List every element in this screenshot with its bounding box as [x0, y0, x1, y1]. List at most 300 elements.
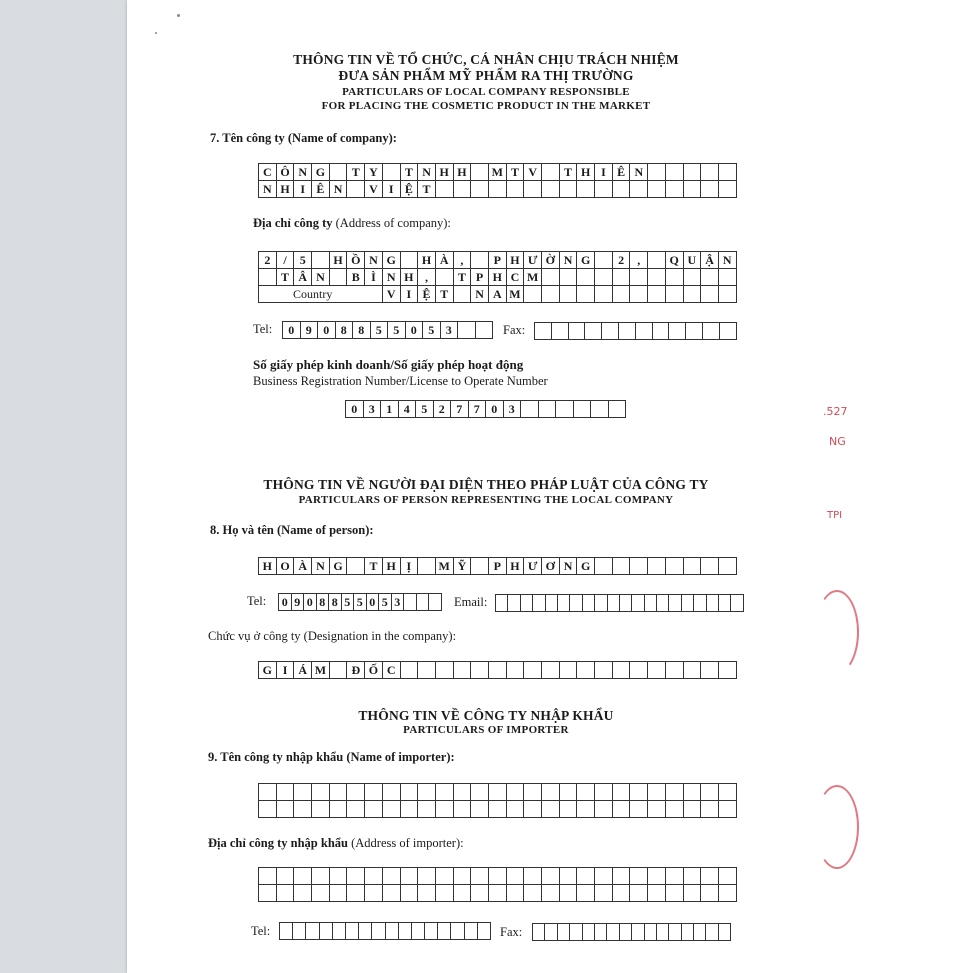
char-box[interactable] [259, 801, 277, 818]
char-box[interactable] [686, 323, 703, 340]
char-box[interactable] [489, 181, 507, 198]
char-box[interactable] [306, 923, 319, 940]
char-box[interactable] [560, 801, 578, 818]
char-box[interactable] [294, 868, 312, 885]
char-box[interactable] [657, 595, 669, 612]
char-box[interactable] [417, 594, 430, 611]
char-box[interactable] [613, 784, 631, 801]
char-box[interactable] [436, 801, 454, 818]
char-box[interactable] [645, 595, 657, 612]
char-box[interactable] [347, 558, 365, 575]
char-box[interactable] [701, 164, 719, 181]
char-box[interactable] [666, 164, 684, 181]
char-box[interactable]: N [471, 286, 489, 303]
char-box[interactable]: Ị [401, 558, 419, 575]
char-box[interactable] [645, 924, 657, 941]
char-box[interactable] [560, 784, 578, 801]
char-box[interactable] [489, 801, 507, 818]
char-box[interactable]: G [383, 252, 401, 269]
char-box[interactable]: 5 [342, 594, 355, 611]
char-box[interactable]: H [418, 252, 436, 269]
char-box[interactable] [666, 558, 684, 575]
char-box[interactable] [542, 286, 560, 303]
char-box[interactable]: N [383, 269, 401, 286]
char-box[interactable] [558, 595, 570, 612]
char-box[interactable]: Ỹ [454, 558, 472, 575]
char-box[interactable] [451, 923, 464, 940]
char-box[interactable] [533, 595, 545, 612]
char-box[interactable] [436, 269, 454, 286]
person-name-grid[interactable] [258, 557, 737, 575]
char-box[interactable]: N [560, 558, 578, 575]
char-box[interactable] [613, 868, 631, 885]
char-box[interactable] [259, 269, 277, 286]
char-box[interactable]: 1 [381, 401, 399, 418]
char-box[interactable] [521, 401, 539, 418]
char-box[interactable] [454, 181, 472, 198]
char-box[interactable]: 7 [469, 401, 487, 418]
char-box[interactable]: G [577, 252, 595, 269]
char-box[interactable] [613, 181, 631, 198]
char-box[interactable] [591, 401, 609, 418]
char-box[interactable] [418, 885, 436, 902]
char-box[interactable]: Ố [365, 662, 383, 679]
char-box[interactable] [701, 662, 719, 679]
char-box[interactable] [401, 885, 419, 902]
char-box[interactable]: B [347, 269, 365, 286]
char-box[interactable] [630, 801, 648, 818]
char-box[interactable] [330, 662, 348, 679]
char-box[interactable] [574, 401, 592, 418]
char-box[interactable]: H [577, 164, 595, 181]
char-box[interactable]: O [277, 558, 295, 575]
char-box[interactable]: 9 [292, 594, 305, 611]
char-box[interactable] [359, 923, 372, 940]
char-box[interactable]: 5 [388, 322, 406, 339]
char-box[interactable]: T [560, 164, 578, 181]
char-box[interactable] [706, 924, 718, 941]
char-box[interactable] [418, 868, 436, 885]
char-box[interactable]: G [330, 558, 348, 575]
char-box[interactable] [719, 885, 737, 902]
char-box[interactable] [542, 784, 560, 801]
char-box[interactable]: M [436, 558, 454, 575]
char-box[interactable] [669, 595, 681, 612]
char-box[interactable] [648, 269, 666, 286]
char-box[interactable] [312, 885, 330, 902]
char-box[interactable]: H [259, 558, 277, 575]
char-box[interactable] [609, 401, 627, 418]
char-box[interactable] [521, 595, 533, 612]
char-box[interactable]: 5 [294, 252, 312, 269]
char-box[interactable] [719, 269, 737, 286]
char-box[interactable] [556, 401, 574, 418]
char-box[interactable] [507, 784, 525, 801]
char-box[interactable] [425, 923, 438, 940]
char-box[interactable] [719, 558, 737, 575]
char-box[interactable] [454, 801, 472, 818]
char-box[interactable]: 0 [283, 322, 301, 339]
char-box[interactable] [524, 801, 542, 818]
char-box[interactable]: 3 [392, 594, 405, 611]
char-box[interactable]: N [560, 252, 578, 269]
char-box[interactable]: 0 [279, 594, 292, 611]
char-box[interactable] [330, 801, 348, 818]
char-box[interactable] [438, 923, 451, 940]
char-box[interactable] [684, 286, 702, 303]
char-box[interactable]: 7 [451, 401, 469, 418]
char-box[interactable]: 0 [406, 322, 424, 339]
char-box[interactable]: Â [294, 269, 312, 286]
char-box[interactable] [613, 558, 631, 575]
char-box[interactable] [465, 923, 478, 940]
char-box[interactable] [478, 923, 491, 940]
char-box[interactable]: V [365, 181, 383, 198]
importer-name-grid[interactable] [258, 783, 737, 818]
char-box[interactable] [293, 923, 306, 940]
char-box[interactable] [720, 323, 737, 340]
char-box[interactable] [330, 868, 348, 885]
char-box[interactable] [280, 923, 293, 940]
char-box[interactable] [471, 784, 489, 801]
char-box[interactable] [507, 662, 525, 679]
char-box[interactable] [583, 924, 595, 941]
char-box[interactable]: 5 [379, 594, 392, 611]
char-box[interactable] [436, 784, 454, 801]
char-box[interactable] [542, 269, 560, 286]
char-box[interactable] [630, 269, 648, 286]
char-box[interactable] [570, 924, 582, 941]
char-box[interactable]: T [347, 164, 365, 181]
char-box[interactable] [684, 164, 702, 181]
char-box[interactable]: T [507, 164, 525, 181]
char-box[interactable] [401, 252, 419, 269]
char-box[interactable]: H [489, 269, 507, 286]
char-box[interactable] [277, 801, 295, 818]
char-box[interactable] [320, 923, 333, 940]
char-box[interactable] [312, 252, 330, 269]
char-box[interactable]: H [277, 181, 295, 198]
char-box[interactable]: Ờ [542, 252, 560, 269]
importer-address-grid[interactable] [258, 867, 737, 902]
char-box[interactable]: Đ [347, 662, 365, 679]
char-box[interactable] [648, 801, 666, 818]
char-box[interactable]: G [577, 558, 595, 575]
char-box[interactable] [719, 595, 731, 612]
designation-grid[interactable] [258, 661, 737, 679]
char-box[interactable] [507, 885, 525, 902]
char-box[interactable] [684, 181, 702, 198]
char-box[interactable] [365, 868, 383, 885]
char-box[interactable] [666, 784, 684, 801]
char-box[interactable]: H [436, 164, 454, 181]
char-box[interactable] [560, 885, 578, 902]
char-box[interactable] [613, 662, 631, 679]
char-box[interactable] [632, 924, 644, 941]
char-box[interactable] [347, 801, 365, 818]
char-box[interactable] [719, 924, 731, 941]
char-box[interactable] [347, 885, 365, 902]
char-box[interactable] [595, 181, 613, 198]
char-box[interactable] [454, 868, 472, 885]
char-box[interactable] [524, 868, 542, 885]
char-box[interactable] [436, 662, 454, 679]
char-box[interactable]: V [524, 164, 542, 181]
char-box[interactable] [577, 784, 595, 801]
char-box[interactable] [346, 923, 359, 940]
char-box[interactable]: U [684, 252, 702, 269]
char-box[interactable] [471, 662, 489, 679]
char-box[interactable] [684, 801, 702, 818]
char-box[interactable]: Ô [277, 164, 295, 181]
char-box[interactable]: 0 [486, 401, 504, 418]
char-box[interactable] [333, 923, 346, 940]
char-box[interactable] [719, 164, 737, 181]
char-box[interactable] [312, 784, 330, 801]
char-box[interactable] [701, 868, 719, 885]
char-box[interactable] [259, 868, 277, 885]
char-box[interactable] [259, 885, 277, 902]
char-box[interactable] [542, 868, 560, 885]
char-box[interactable] [418, 558, 436, 575]
char-box[interactable] [595, 801, 613, 818]
char-box[interactable] [383, 868, 401, 885]
char-box[interactable] [524, 662, 542, 679]
char-box[interactable]: , [454, 252, 472, 269]
char-box[interactable]: 8 [329, 594, 342, 611]
char-box[interactable] [607, 924, 619, 941]
char-box[interactable] [731, 595, 743, 612]
char-box[interactable] [577, 868, 595, 885]
char-box[interactable] [648, 164, 666, 181]
char-box[interactable]: H [401, 269, 419, 286]
tel-grid[interactable] [282, 321, 493, 339]
char-box[interactable] [613, 269, 631, 286]
char-box[interactable] [608, 595, 620, 612]
char-box[interactable]: Ơ [542, 558, 560, 575]
char-box[interactable] [399, 923, 412, 940]
char-box[interactable] [595, 286, 613, 303]
char-box[interactable] [454, 784, 472, 801]
char-box[interactable] [682, 924, 694, 941]
char-box[interactable]: N [630, 164, 648, 181]
char-box[interactable] [401, 801, 419, 818]
char-box[interactable]: T [401, 164, 419, 181]
char-box[interactable] [707, 595, 719, 612]
char-box[interactable] [648, 181, 666, 198]
char-box[interactable] [277, 885, 295, 902]
char-box[interactable] [719, 868, 737, 885]
char-box[interactable] [533, 924, 545, 941]
char-box[interactable]: N [365, 252, 383, 269]
char-box[interactable]: T [277, 269, 295, 286]
char-box[interactable]: Ệ [401, 181, 419, 198]
char-box[interactable] [630, 784, 648, 801]
char-box[interactable]: N [312, 269, 330, 286]
char-box[interactable]: I [277, 662, 295, 679]
char-box[interactable] [347, 784, 365, 801]
char-box[interactable]: 3 [441, 322, 459, 339]
char-box[interactable] [471, 801, 489, 818]
char-box[interactable]: , [630, 252, 648, 269]
char-box[interactable] [454, 662, 472, 679]
char-box[interactable] [507, 868, 525, 885]
char-box[interactable]: N [330, 181, 348, 198]
char-box[interactable] [524, 784, 542, 801]
char-box[interactable]: T [365, 558, 383, 575]
email-grid[interactable] [495, 594, 744, 612]
char-box[interactable] [412, 923, 425, 940]
char-box[interactable] [630, 286, 648, 303]
char-box[interactable] [383, 801, 401, 818]
importer-fax-grid[interactable] [532, 923, 731, 941]
char-box[interactable]: P [471, 269, 489, 286]
char-box[interactable]: 3 [504, 401, 522, 418]
char-box[interactable] [648, 286, 666, 303]
char-box[interactable] [648, 885, 666, 902]
char-box[interactable]: I [401, 286, 419, 303]
char-box[interactable]: M [524, 269, 542, 286]
char-box[interactable] [489, 662, 507, 679]
char-box[interactable] [595, 269, 613, 286]
char-box[interactable]: À [294, 558, 312, 575]
char-box[interactable] [418, 784, 436, 801]
char-box[interactable] [476, 322, 494, 339]
char-box[interactable]: Ệ [418, 286, 436, 303]
char-box[interactable] [595, 662, 613, 679]
char-box[interactable]: Ê [312, 181, 330, 198]
char-box[interactable] [648, 662, 666, 679]
char-box[interactable] [535, 323, 552, 340]
char-box[interactable] [719, 181, 737, 198]
char-box[interactable] [701, 269, 719, 286]
char-box[interactable] [577, 662, 595, 679]
char-box[interactable] [508, 595, 520, 612]
char-box[interactable] [630, 181, 648, 198]
char-box[interactable] [383, 164, 401, 181]
char-box[interactable] [666, 801, 684, 818]
char-box[interactable] [330, 164, 348, 181]
char-box[interactable] [436, 868, 454, 885]
char-box[interactable]: 8 [317, 594, 330, 611]
char-box[interactable] [585, 323, 602, 340]
char-box[interactable] [471, 252, 489, 269]
char-box[interactable] [595, 784, 613, 801]
char-box[interactable] [558, 924, 570, 941]
char-box[interactable] [694, 595, 706, 612]
char-box[interactable]: 2 [259, 252, 277, 269]
char-box[interactable] [545, 924, 557, 941]
char-box[interactable] [595, 868, 613, 885]
char-box[interactable] [418, 801, 436, 818]
char-box[interactable] [595, 558, 613, 575]
char-box[interactable] [719, 662, 737, 679]
char-box[interactable] [684, 868, 702, 885]
char-box[interactable] [666, 181, 684, 198]
char-box[interactable] [653, 323, 670, 340]
char-box[interactable] [669, 924, 681, 941]
char-box[interactable] [330, 885, 348, 902]
char-box[interactable] [471, 164, 489, 181]
char-box[interactable]: 8 [353, 322, 371, 339]
char-box[interactable]: T [436, 286, 454, 303]
char-box[interactable]: 0 [367, 594, 380, 611]
char-box[interactable] [429, 594, 442, 611]
char-box[interactable]: I [383, 181, 401, 198]
char-box[interactable] [489, 885, 507, 902]
char-box[interactable] [577, 181, 595, 198]
company-name-grid[interactable] [258, 163, 737, 198]
char-box[interactable] [401, 784, 419, 801]
char-box[interactable]: T [418, 181, 436, 198]
char-box[interactable] [694, 924, 706, 941]
char-box[interactable] [294, 885, 312, 902]
char-box[interactable] [546, 595, 558, 612]
char-box[interactable] [619, 323, 636, 340]
char-box[interactable] [684, 662, 702, 679]
char-box[interactable] [666, 885, 684, 902]
char-box[interactable] [330, 784, 348, 801]
char-box[interactable]: Y [365, 164, 383, 181]
char-box[interactable] [613, 885, 631, 902]
char-box[interactable]: Ì [365, 269, 383, 286]
char-box[interactable] [595, 595, 607, 612]
char-box[interactable] [471, 868, 489, 885]
char-box[interactable] [577, 286, 595, 303]
person-tel-grid[interactable] [278, 593, 442, 611]
fax-grid[interactable] [534, 322, 737, 340]
char-box[interactable]: N [418, 164, 436, 181]
char-box[interactable] [386, 923, 399, 940]
char-box[interactable]: 2 [434, 401, 452, 418]
char-box[interactable] [365, 885, 383, 902]
char-box[interactable] [418, 662, 436, 679]
char-box[interactable]: I [595, 164, 613, 181]
char-box[interactable] [613, 286, 631, 303]
char-box[interactable] [630, 558, 648, 575]
char-box[interactable] [682, 595, 694, 612]
char-box[interactable] [489, 784, 507, 801]
char-box[interactable] [401, 662, 419, 679]
importer-tel-grid[interactable] [279, 922, 491, 940]
char-box[interactable]: Ư [524, 558, 542, 575]
char-box[interactable]: G [312, 164, 330, 181]
char-box[interactable] [666, 269, 684, 286]
char-box[interactable] [436, 885, 454, 902]
char-box[interactable] [542, 885, 560, 902]
char-box[interactable] [471, 885, 489, 902]
char-box[interactable] [602, 323, 619, 340]
char-box[interactable]: , [418, 269, 436, 286]
char-box[interactable] [648, 784, 666, 801]
license-grid[interactable] [345, 400, 626, 418]
char-box[interactable]: 0 [304, 594, 317, 611]
char-box[interactable] [632, 595, 644, 612]
char-box[interactable]: M [312, 662, 330, 679]
char-box[interactable] [277, 784, 295, 801]
char-box[interactable] [330, 269, 348, 286]
char-box[interactable]: N [312, 558, 330, 575]
char-box[interactable]: 9 [301, 322, 319, 339]
char-box[interactable]: 8 [336, 322, 354, 339]
char-box[interactable]: C [383, 662, 401, 679]
char-box[interactable] [701, 286, 719, 303]
char-box[interactable] [657, 924, 669, 941]
char-box[interactable] [365, 801, 383, 818]
char-box[interactable]: N [294, 164, 312, 181]
char-box[interactable] [577, 269, 595, 286]
char-box[interactable]: V [383, 286, 401, 303]
